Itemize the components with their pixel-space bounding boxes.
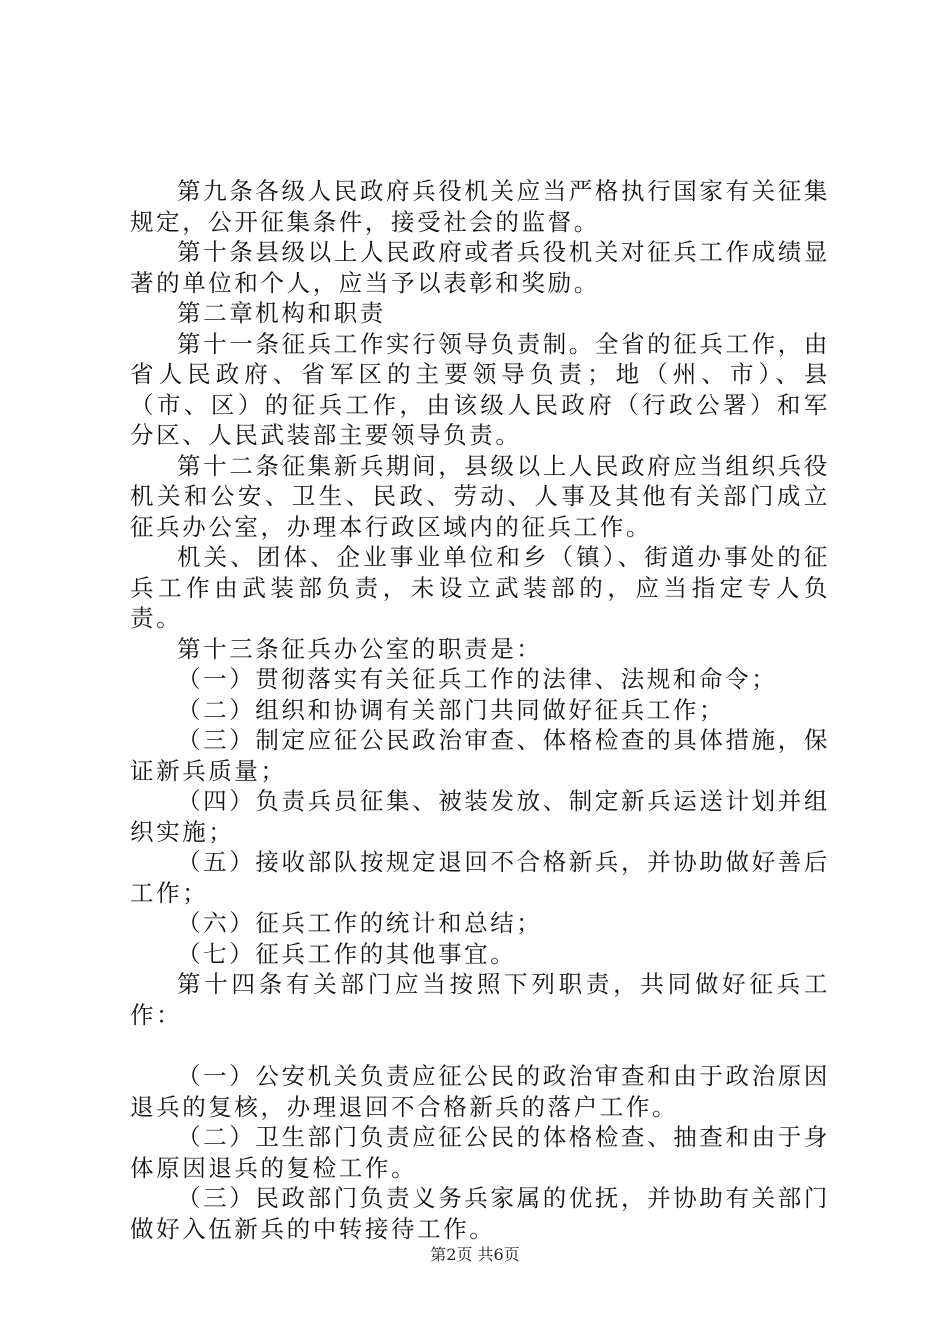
list-item-13-4: （四）负责兵员征集、被装发放、制定新兵运送计划并组织实施； bbox=[130, 787, 830, 846]
paragraph-article-12: 第十二条征集新兵期间，县级以上人民政府应当组织兵役机关和公安、卫生、民政、劳动、人事及其他有关部门成立征兵办公室，办理本行政区域内的征兵工作。 bbox=[130, 451, 830, 541]
list-item-13-6: （六）征兵工作的统计和总结； bbox=[177, 909, 543, 937]
list-item-14-3: （三）民政部门负责义务兵家属的优抚，并协助有关部门做好入伍新兵的中转接待工作。 bbox=[130, 1184, 830, 1243]
list-item-13-5: （五）接收部队按规定退回不合格新兵，并协助做好善后工作； bbox=[130, 848, 830, 907]
list-item-13-3: （三）制定应征公民政治审查、体格检查的具体措施，保证新兵质量； bbox=[130, 726, 830, 785]
paragraph-article-11: 第十一条征兵工作实行领导负责制。全省的征兵工作，由省人民政府、省军区的主要领导负责；地（州、市）、县（市、区）的征兵工作，由该级人民政府（行政公署）和军分区、人民武装部主要领导负责。 bbox=[130, 329, 830, 449]
document-body bbox=[130, 176, 830, 1244]
list-item-13-1: （一）贯彻落实有关征兵工作的法律、法规和命令； bbox=[177, 665, 778, 693]
paragraph-article-9: 第九条各级人民政府兵役机关应当严格执行国家有关征集规定，公开征集条件，接受社会的监督。 bbox=[130, 177, 830, 236]
list-item-14-1: （一）公安机关负责应征公民的政治审查和由于政治原因退兵的复核，办理退回不合格新兵的落户工作。 bbox=[130, 1062, 830, 1121]
list-item-13-2: （二）组织和协调有关部门共同做好征兵工作； bbox=[177, 695, 726, 724]
page-number-footer: 第2页 共6页 bbox=[430, 1245, 520, 1264]
list-item-14-2: （二）卫生部门负责应征公民的体格检查、抽查和由于身体原因退兵的复检工作。 bbox=[130, 1123, 830, 1182]
chapter-heading: 第二章机构和职责 bbox=[177, 299, 386, 327]
paragraph-article-13: 第十三条征兵办公室的职责是： bbox=[177, 634, 543, 663]
paragraph-gap bbox=[130, 1030, 830, 1061]
paragraph-article-14: 第十四条有关部门应当按照下列职责，共同做好征兵工作： bbox=[130, 970, 830, 1029]
list-item-13-7: （七）征兵工作的其他事宜。 bbox=[177, 939, 517, 968]
paragraph-article-10: 第十条县级以上人民政府或者兵役机关对征兵工作成绩显著的单位和个人，应当予以表彰和奖励。 bbox=[130, 238, 830, 297]
paragraph-article-12-cont: 机关、团体、企业事业单位和乡（镇）、街道办事处的征兵工作由武装部负责，未设立武装部的，应当指定专人负责。 bbox=[130, 543, 830, 632]
